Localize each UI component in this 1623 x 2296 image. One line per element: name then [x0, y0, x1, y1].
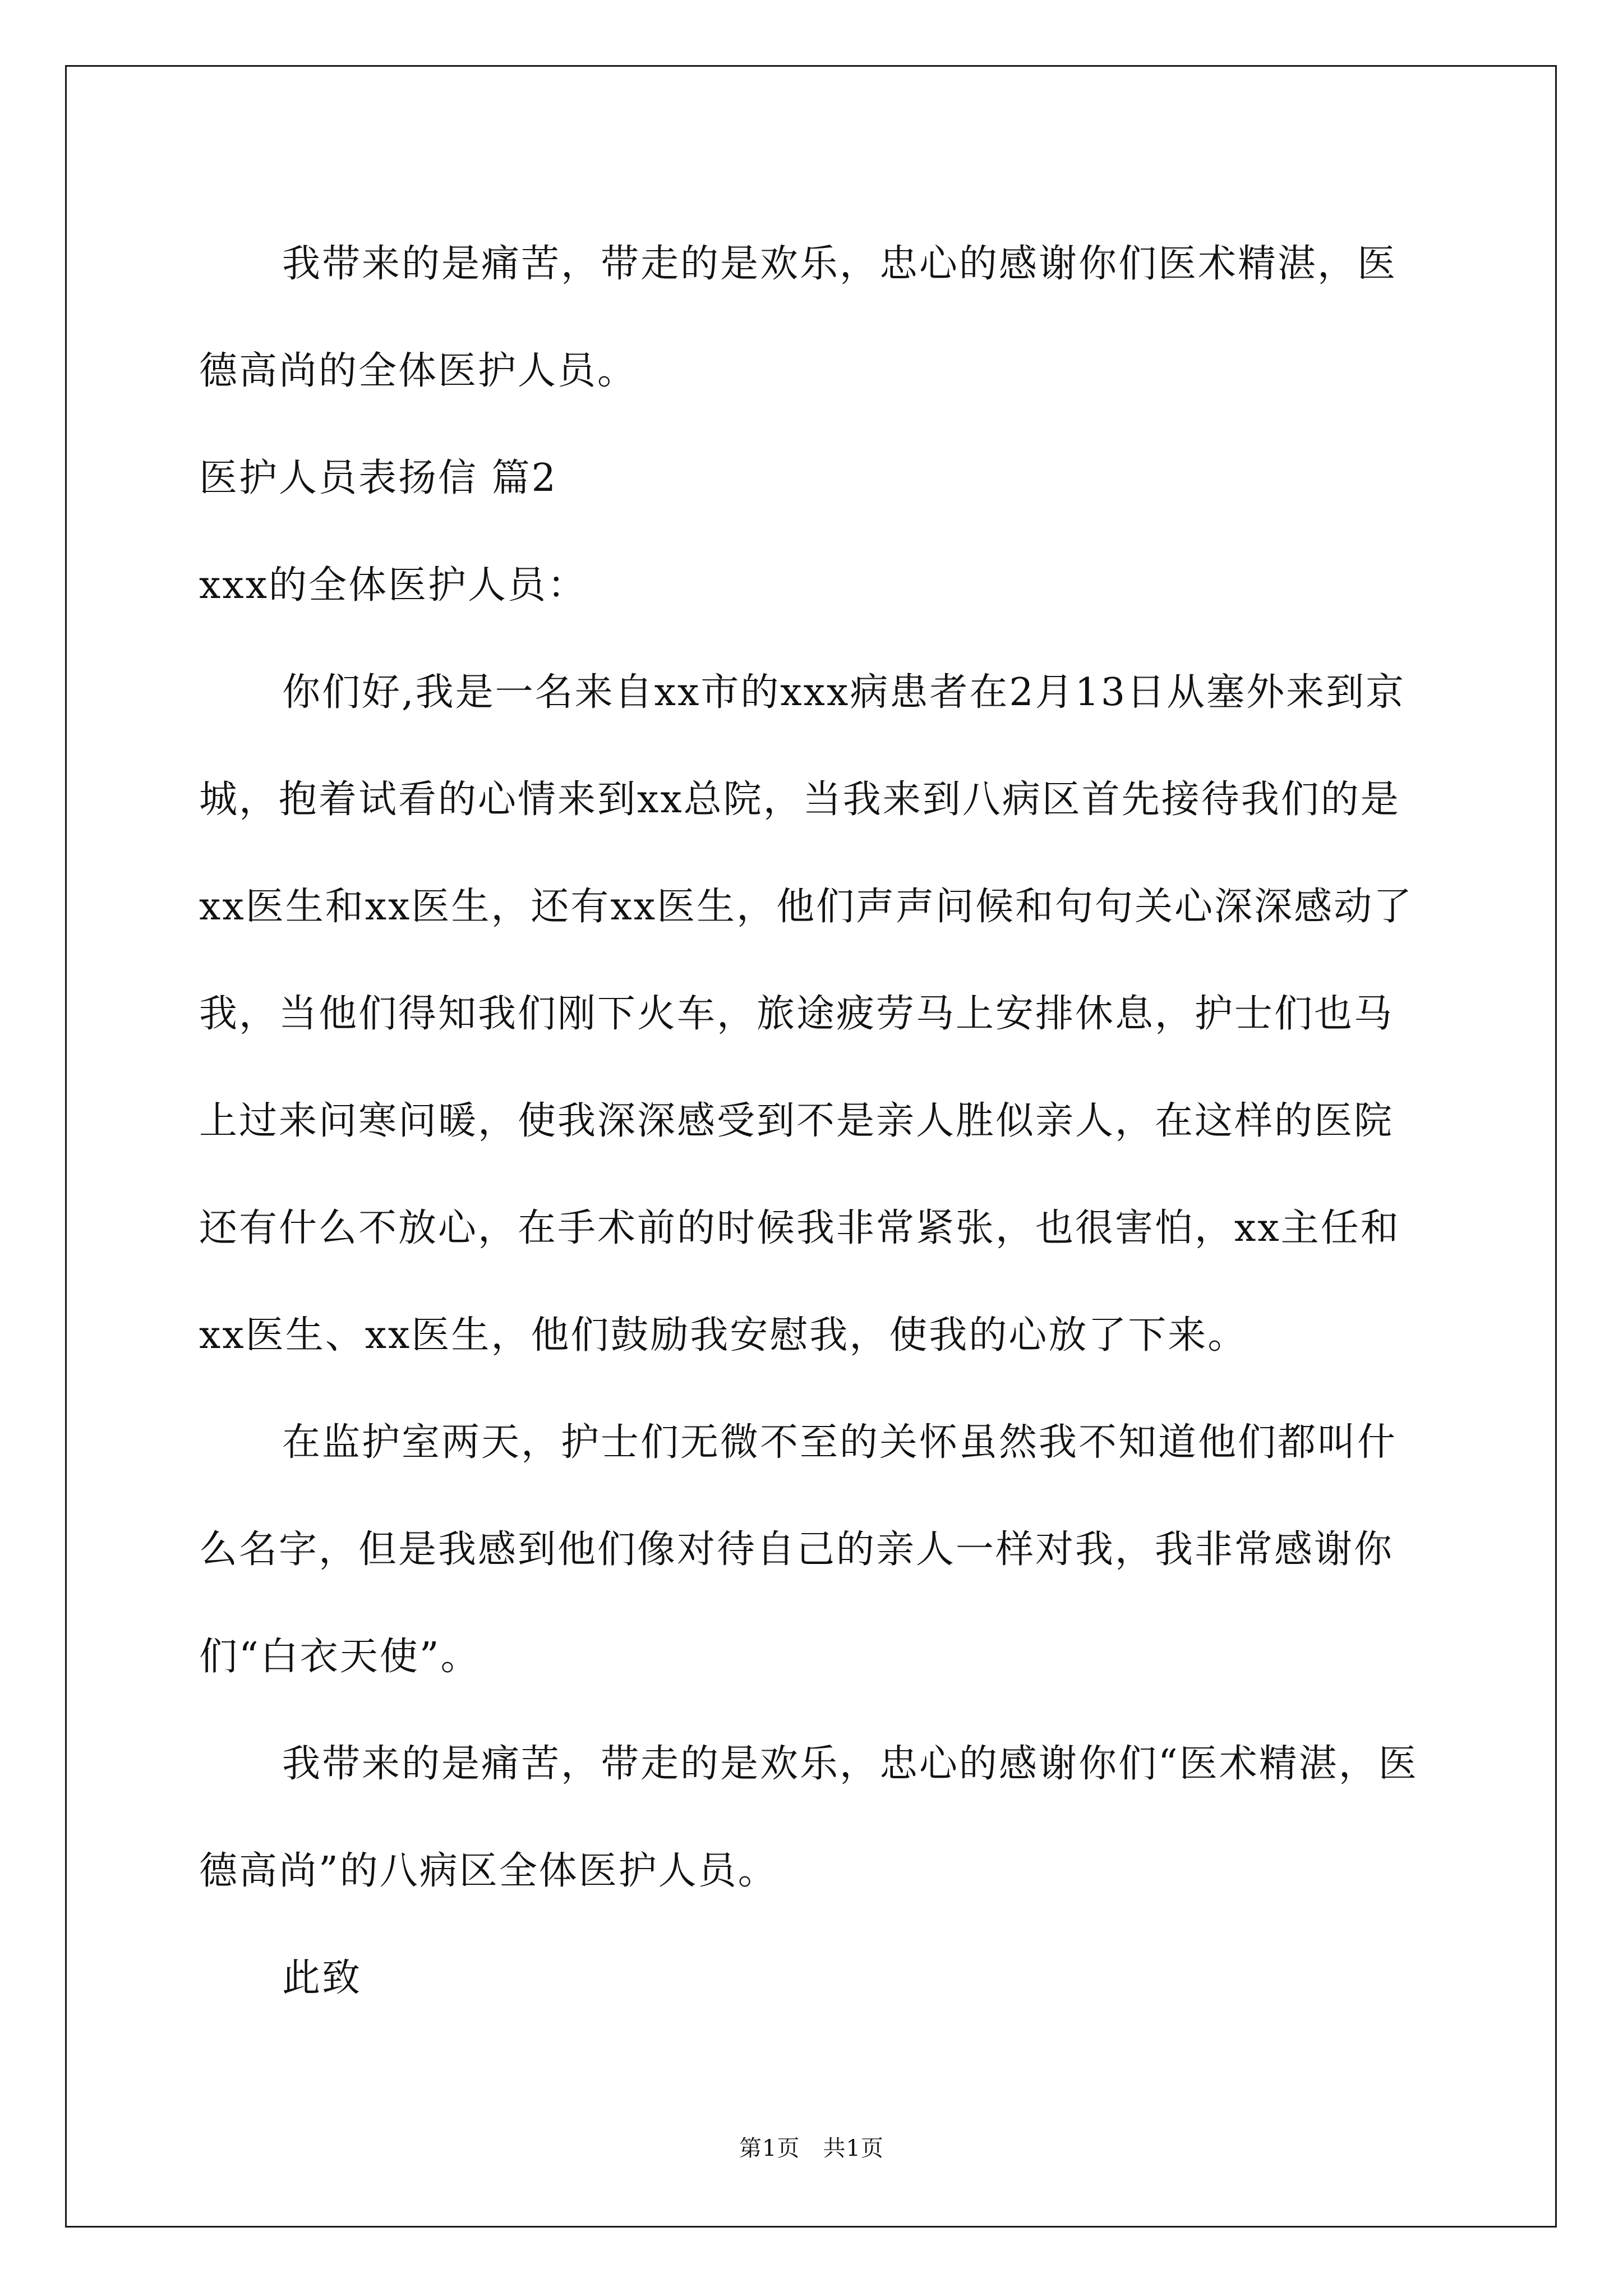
paragraph-body-1: 你们好,我是一名来自xx市的xxx病患者在2月13日从塞外来到京城，抱着试看的心情来到xx总院，当我来到八病区首先接待我们的是xx医生和xx医生，还有xx医生，他们声声问候和句句关心深深感动了我，当他们得知我们刚下火车，旅途疲劳马上安排休息，护士们也马上过来问寒问暖，使我深深感受到不是亲人胜似亲人，在这样的医院还有什么不放心，在手术前的时候我非常紧张，也很害怕，xx主任和xx医生、xx医生，他们鼓励我安慰我，使我的心放了下来。	[199, 670, 1414, 1358]
closing-phrase: 此致	[282, 1956, 362, 2000]
paragraph-closing-praise-1: 我带来的是痛苦，带走的是欢乐，忠心的感谢你们医术精湛，医德高尚的全体医护人员。	[199, 242, 1398, 393]
document-body	[199, 210, 1422, 2032]
salutation: xxx的全体医护人员：	[199, 563, 588, 608]
paragraph-body-2: 在监护室两天，护士们无微不至的关怀虽然我不知道他们都叫什么名字，但是我感到他们像对待自己的亲人一样对我，我非常感谢你们“白衣天使”。	[199, 1420, 1398, 1679]
section-heading: 医护人员表扬信 篇2	[199, 456, 557, 500]
page-footer: 第1页 共1页	[739, 2136, 884, 2161]
paragraph-closing-praise-2: 我带来的是痛苦，带走的是欢乐，忠心的感谢你们“医术精湛，医德高尚”的八病区全体医护人员。	[199, 1742, 1418, 1893]
